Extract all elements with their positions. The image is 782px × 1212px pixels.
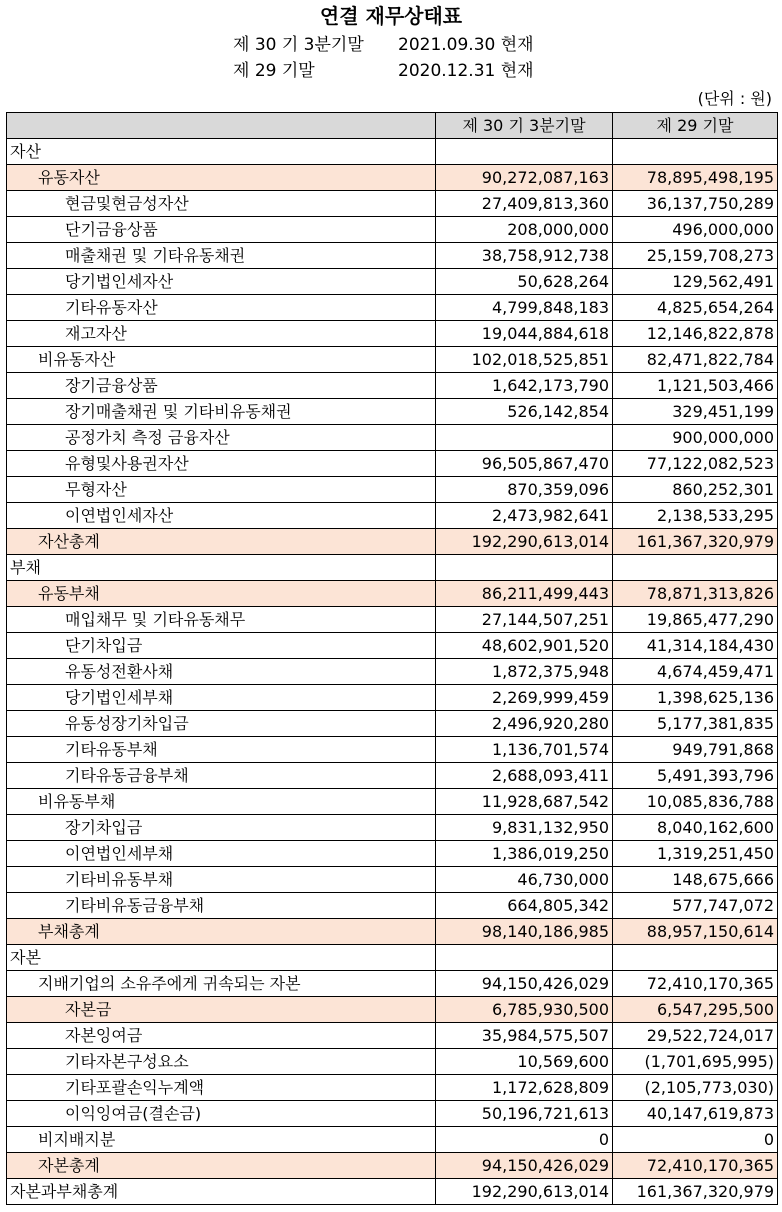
table-row: [7, 971, 778, 997]
current-period-value: 2,496,920,280: [436, 711, 613, 737]
prior-period-value: 29,522,724,017: [613, 1023, 778, 1049]
account-label: 단기차입금: [7, 633, 436, 659]
table-row: [7, 841, 778, 867]
account-label: 기타자본구성요소: [7, 1049, 436, 1075]
prior-period-value: 148,675,666: [613, 867, 778, 893]
table-row: [7, 529, 778, 555]
table-row: [7, 945, 778, 971]
prior-period-value: 5,491,393,796: [613, 763, 778, 789]
prior-period-value: 5,177,381,835: [613, 711, 778, 737]
table-row: [7, 1023, 778, 1049]
account-label: 자본총계: [7, 1153, 436, 1179]
account-label: 기타비유동금융부채: [7, 893, 436, 919]
table-row: [7, 243, 778, 269]
account-label: 자본과부채총계: [7, 1179, 436, 1205]
account-label: 단기금융상품: [7, 217, 436, 243]
account-label: 이연법인세자산: [7, 503, 436, 529]
current-period-value: 35,984,575,507: [436, 1023, 613, 1049]
prior-period-value: 161,367,320,979: [613, 529, 778, 555]
prior-period-value: 329,451,199: [613, 399, 778, 425]
current-period-value: 664,805,342: [436, 893, 613, 919]
current-period-value: 870,359,096: [436, 477, 613, 503]
current-period-value: 4,799,848,183: [436, 295, 613, 321]
account-label: 당기법인세부채: [7, 685, 436, 711]
period-current-date: 2021.09.30 현재: [398, 35, 534, 55]
header-prior-period: 제 29 기말: [613, 113, 778, 139]
current-period-value: 6,785,930,500: [436, 997, 613, 1023]
current-period-value: 11,928,687,542: [436, 789, 613, 815]
account-label: 무형자산: [7, 477, 436, 503]
table-row: [7, 659, 778, 685]
account-label: 장기금융상품: [7, 373, 436, 399]
prior-period-value: 860,252,301: [613, 477, 778, 503]
current-period-value: 102,018,525,851: [436, 347, 613, 373]
prior-period-value: [613, 139, 778, 165]
table-row: [7, 295, 778, 321]
current-period-value: [436, 425, 613, 451]
current-period-value: 98,140,186,985: [436, 919, 613, 945]
current-period-value: 0: [436, 1127, 613, 1153]
current-period-value: 1,136,701,574: [436, 737, 613, 763]
account-label: 자본잉여금: [7, 1023, 436, 1049]
prior-period-value: 577,747,072: [613, 893, 778, 919]
account-label: 부채: [7, 555, 436, 581]
prior-period-value: [613, 945, 778, 971]
table-row: [7, 399, 778, 425]
prior-period-value: 10,085,836,788: [613, 789, 778, 815]
table-row: [7, 633, 778, 659]
prior-period-value: 25,159,708,273: [613, 243, 778, 269]
account-label: 유동성장기차입금: [7, 711, 436, 737]
current-period-value: [436, 555, 613, 581]
current-period-value: 1,872,375,948: [436, 659, 613, 685]
current-period-value: [436, 139, 613, 165]
table-row: [7, 867, 778, 893]
account-label: 매출채권 및 기타유동채권: [7, 243, 436, 269]
current-period-value: 90,272,087,163: [436, 165, 613, 191]
account-label: 현금및현금성자산: [7, 191, 436, 217]
table-row: [7, 1101, 778, 1127]
current-period-value: 96,505,867,470: [436, 451, 613, 477]
period-prior: [233, 58, 534, 84]
table-row: [7, 685, 778, 711]
account-label: 공정가치 측정 금융자산: [7, 425, 436, 451]
account-label: 비유동부채: [7, 789, 436, 815]
table-row: [7, 269, 778, 295]
prior-period-value: 1,398,625,136: [613, 685, 778, 711]
prior-period-value: 36,137,750,289: [613, 191, 778, 217]
table-row: [7, 1075, 778, 1101]
current-period-value: 94,150,426,029: [436, 1153, 613, 1179]
account-label: 유동성전환사채: [7, 659, 436, 685]
prior-period-value: 2,138,533,295: [613, 503, 778, 529]
current-period-value: 38,758,912,738: [436, 243, 613, 269]
table-row: [7, 711, 778, 737]
account-label: 자본: [7, 945, 436, 971]
prior-period-value: 77,122,082,523: [613, 451, 778, 477]
prior-period-value: 129,562,491: [613, 269, 778, 295]
table-row: [7, 321, 778, 347]
account-label: 기타유동금융부채: [7, 763, 436, 789]
account-label: 부채총계: [7, 919, 436, 945]
prior-period-value: 496,000,000: [613, 217, 778, 243]
prior-period-value: 41,314,184,430: [613, 633, 778, 659]
prior-period-value: 78,895,498,195: [613, 165, 778, 191]
prior-period-value: 1,319,251,450: [613, 841, 778, 867]
prior-period-value: 4,674,459,471: [613, 659, 778, 685]
period-prior-date: 2020.12.31 현재: [398, 61, 534, 81]
table-row: [7, 347, 778, 373]
account-label: 당기법인세자산: [7, 269, 436, 295]
statement-title: 연결 재무상태표: [319, 4, 463, 28]
account-label: 매입채무 및 기타유동채무: [7, 607, 436, 633]
current-period-value: 1,386,019,250: [436, 841, 613, 867]
table-row: [7, 607, 778, 633]
account-label: 재고자산: [7, 321, 436, 347]
table-row: [7, 893, 778, 919]
header-row: [7, 113, 778, 139]
header-account: [7, 113, 436, 139]
table-row: [7, 815, 778, 841]
table-row: [7, 789, 778, 815]
account-label: 자산: [7, 139, 436, 165]
current-period-value: [436, 945, 613, 971]
current-period-value: 50,628,264: [436, 269, 613, 295]
table-row: [7, 919, 778, 945]
prior-period-value: 1,121,503,466: [613, 373, 778, 399]
period-current: [233, 32, 534, 58]
current-period-value: 2,269,999,459: [436, 685, 613, 711]
period-prior-label: 제 29 기말: [233, 61, 315, 81]
table-row: [7, 1153, 778, 1179]
account-label: 자산총계: [7, 529, 436, 555]
header-current-period: 제 30 기 3분기말: [436, 113, 613, 139]
table-row: [7, 165, 778, 191]
prior-period-value: 19,865,477,290: [613, 607, 778, 633]
account-label: 장기매출채권 및 기타비유동채권: [7, 399, 436, 425]
account-label: 유동자산: [7, 165, 436, 191]
current-period-value: 27,144,507,251: [436, 607, 613, 633]
current-period-value: 19,044,884,618: [436, 321, 613, 347]
balance-sheet-table: [6, 112, 778, 1205]
prior-period-value: [613, 555, 778, 581]
current-period-value: 526,142,854: [436, 399, 613, 425]
account-label: 이연법인세부채: [7, 841, 436, 867]
account-label: 비지배지분: [7, 1127, 436, 1153]
prior-period-value: 82,471,822,784: [613, 347, 778, 373]
current-period-value: 1,642,173,790: [436, 373, 613, 399]
account-label: 지배기업의 소유주에게 귀속되는 자본: [7, 971, 436, 997]
current-period-value: 94,150,426,029: [436, 971, 613, 997]
prior-period-value: 72,410,170,365: [613, 971, 778, 997]
current-period-value: 9,831,132,950: [436, 815, 613, 841]
account-label: 유동부채: [7, 581, 436, 607]
prior-period-value: 78,871,313,826: [613, 581, 778, 607]
account-label: 기타유동자산: [7, 295, 436, 321]
current-period-value: 46,730,000: [436, 867, 613, 893]
prior-period-value: 72,410,170,365: [613, 1153, 778, 1179]
account-label: 장기차입금: [7, 815, 436, 841]
account-label: 이익잉여금(결손금): [7, 1101, 436, 1127]
prior-period-value: 4,825,654,264: [613, 295, 778, 321]
prior-period-value: 88,957,150,614: [613, 919, 778, 945]
table-row: [7, 763, 778, 789]
account-label: 기타포괄손익누계액: [7, 1075, 436, 1101]
table-row: [7, 581, 778, 607]
prior-period-value: 40,147,619,873: [613, 1101, 778, 1127]
table-row: [7, 373, 778, 399]
table-row: [7, 451, 778, 477]
account-label: 유형및사용권자산: [7, 451, 436, 477]
current-period-value: 10,569,600: [436, 1049, 613, 1075]
table-row: [7, 191, 778, 217]
table-row: [7, 139, 778, 165]
prior-period-value: 900,000,000: [613, 425, 778, 451]
table-row: [7, 1179, 778, 1205]
current-period-value: 50,196,721,613: [436, 1101, 613, 1127]
current-period-value: 192,290,613,014: [436, 529, 613, 555]
prior-period-value: (1,701,695,995): [613, 1049, 778, 1075]
table-row: [7, 217, 778, 243]
current-period-value: 27,409,813,360: [436, 191, 613, 217]
prior-period-value: (2,105,773,030): [613, 1075, 778, 1101]
account-label: 비유동자산: [7, 347, 436, 373]
table-row: [7, 1049, 778, 1075]
prior-period-value: 949,791,868: [613, 737, 778, 763]
current-period-value: 1,172,628,809: [436, 1075, 613, 1101]
current-period-value: 48,602,901,520: [436, 633, 613, 659]
prior-period-value: 8,040,162,600: [613, 815, 778, 841]
table-row: [7, 425, 778, 451]
table-row: [7, 997, 778, 1023]
period-current-label: 제 30 기 3분기말: [233, 35, 364, 55]
account-label: 자본금: [7, 997, 436, 1023]
prior-period-value: 161,367,320,979: [613, 1179, 778, 1205]
table-row: [7, 503, 778, 529]
unit-label: (단위 : 원): [697, 89, 772, 108]
table-row: [7, 1127, 778, 1153]
table-body: [7, 139, 778, 1205]
current-period-value: 192,290,613,014: [436, 1179, 613, 1205]
prior-period-value: 6,547,295,500: [613, 997, 778, 1023]
account-label: 기타비유동부채: [7, 867, 436, 893]
prior-period-value: 0: [613, 1127, 778, 1153]
table-row: [7, 555, 778, 581]
current-period-value: 2,473,982,641: [436, 503, 613, 529]
current-period-value: 2,688,093,411: [436, 763, 613, 789]
account-label: 기타유동부채: [7, 737, 436, 763]
current-period-value: 208,000,000: [436, 217, 613, 243]
prior-period-value: 12,146,822,878: [613, 321, 778, 347]
table-row: [7, 477, 778, 503]
table-row: [7, 737, 778, 763]
current-period-value: 86,211,499,443: [436, 581, 613, 607]
